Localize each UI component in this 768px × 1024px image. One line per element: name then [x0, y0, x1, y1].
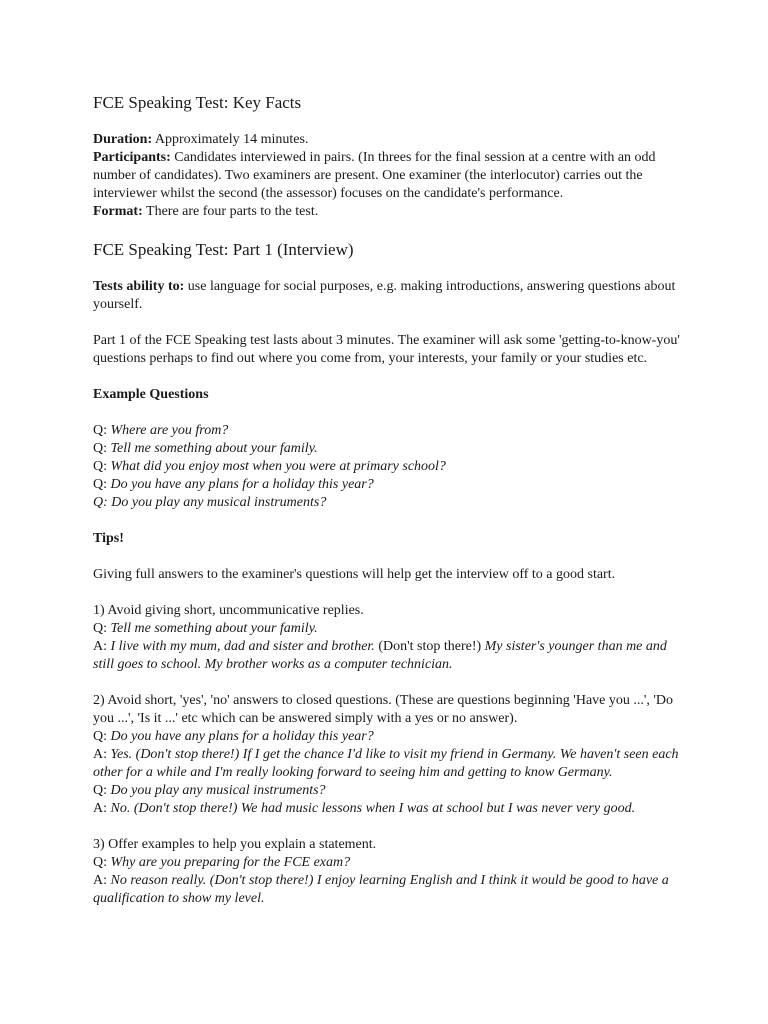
question-text: Where are you from? — [110, 423, 229, 438]
example-question — [93, 422, 683, 440]
example-question — [93, 458, 683, 476]
answer-prefix: A: — [93, 873, 111, 888]
answer-text: Yes. (Don't stop there!) If I get the chance I'd like to visit my friend in Germany. We haven't seen each other for a while and I'm really looking forward to seeing him and getting to know Germany. — [93, 747, 679, 780]
format-label: Format: — [93, 204, 143, 219]
format-text: There are four parts to the test. — [142, 204, 319, 219]
question-prefix: Q: — [93, 621, 111, 636]
format-line — [93, 203, 683, 221]
example-question — [93, 476, 683, 494]
tip1-question — [93, 620, 683, 638]
tip3-title: 3) Offer examples to help you explain a statement. — [93, 837, 377, 852]
answer-prefix: A: — [93, 801, 111, 816]
question-prefix: Q: — [93, 441, 111, 456]
duration-label: Duration: — [93, 132, 153, 147]
answer-text-end: My sister's younger than me and still goes to school. My brother works as a computer technician. — [93, 639, 667, 672]
question-prefix: Q: — [93, 423, 111, 438]
key-facts-heading: FCE Speaking Test: Key Facts — [93, 93, 302, 112]
participants-label: Participants: — [93, 150, 171, 165]
question-text: Do you play any musical instruments? — [111, 495, 327, 510]
answer-text: No reason really. (Don't stop there!) I enjoy learning English and I think it would be good to have a qualification to show my level. — [93, 873, 669, 906]
tip1-answer — [93, 638, 683, 674]
question-prefix: Q: — [93, 459, 111, 474]
tip2-question-1 — [93, 728, 683, 746]
document-page — [93, 92, 683, 908]
question-text: Tell me something about your family. — [110, 441, 318, 456]
example-question — [93, 494, 683, 512]
question-prefix: Q: — [93, 855, 111, 870]
answer-note: (Don't stop there!) — [374, 639, 485, 654]
part1-intro: Part 1 of the FCE Speaking test lasts about 3 minutes. The examiner will ask some 'getting-to-know-you' questions perhaps to find out where you come from, your interests, your family or your studies etc. — [93, 333, 680, 366]
question-prefix: Q: — [93, 729, 111, 744]
question-prefix: Q: — [93, 783, 111, 798]
question-prefix: Q: — [93, 477, 111, 492]
question-text: What did you enjoy most when you were at primary school? — [110, 459, 446, 474]
tests-ability-label: Tests ability to: — [93, 279, 185, 294]
duration-text: Approximately 14 minutes. — [152, 132, 309, 147]
example-questions-heading — [93, 386, 683, 404]
answer-text-start: I live with my mum, dad and sister and brother. — [110, 639, 375, 654]
tips-intro: Giving full answers to the examiner's questions will help get the interview off to a good start. — [93, 567, 616, 582]
example-questions-heading-text: Example Questions — [93, 387, 209, 402]
question-text: Do you have any plans for a holiday this year? — [110, 477, 374, 492]
tip2-question-2 — [93, 782, 683, 800]
answer-prefix: A: — [93, 639, 111, 654]
answer-prefix: A: — [93, 747, 111, 762]
tip2-answer-1 — [93, 746, 683, 782]
part1-heading: FCE Speaking Test: Part 1 (Interview) — [93, 240, 354, 259]
duration-line — [93, 131, 683, 149]
tests-ability-text: use language for social purposes, e.g. making introductions, answering questions about yourself. — [93, 279, 676, 312]
question-text: Do you play any musical instruments? — [110, 783, 326, 798]
question-text: Do you have any plans for a holiday this year? — [110, 729, 374, 744]
question-text: Tell me something about your family. — [110, 621, 318, 636]
question-text: Why are you preparing for the FCE exam? — [110, 855, 351, 870]
tip3-answer — [93, 872, 683, 908]
tips-heading-text: Tips! — [93, 531, 124, 546]
participants-text: Candidates interviewed in pairs. (In threes for the final session at a centre with an odd number of candidates). Two examiners are present. One examiner (the interlocutor) carries out the interviewer whilst the second (the assessor) focuses on the candidate's performance. — [93, 150, 656, 201]
tests-ability-line — [93, 278, 683, 314]
tip2-answer-2 — [93, 800, 683, 818]
question-prefix: Q: — [93, 495, 112, 510]
answer-text: No. (Don't stop there!) We had music lessons when I was at school but I was never very good. — [110, 801, 636, 816]
tip3-question — [93, 854, 683, 872]
tip1-title: 1) Avoid giving short, uncommunicative replies. — [93, 603, 364, 618]
tip2-title: 2) Avoid short, 'yes', 'no' answers to closed questions. (These are questions beginning 'Have you ...', 'Do you ...', 'Is it ...' etc which can be answered simply with a yes or no answer). — [93, 693, 674, 726]
tips-heading — [93, 530, 683, 548]
participants-line — [93, 149, 683, 203]
example-question — [93, 440, 683, 458]
